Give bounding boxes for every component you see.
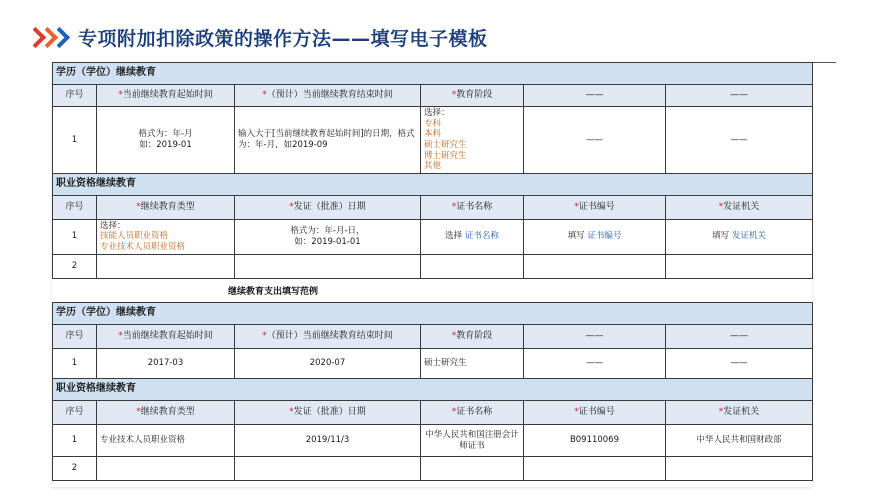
col-header-authority: *发证机关 (666, 401, 813, 425)
col-header-blank-6: —— (666, 325, 813, 349)
col-header-blank-5: —— (524, 85, 666, 107)
cell-cert-number-hint[interactable]: 填写 证书编号 (524, 219, 666, 254)
row-no: 2 (53, 457, 97, 481)
col-header-no: 序号 (53, 325, 97, 349)
cell-end-hint[interactable]: 输入大于[当前继续教育起始时间]的日期，格式为：年-月，如2019-09 (235, 107, 421, 174)
stage-option: 硕士研究生 (424, 139, 467, 150)
cell-stage-options[interactable] (421, 107, 524, 174)
empty-cell[interactable] (235, 254, 421, 278)
col-header-start: *当前继续教育起始时间 (97, 325, 235, 349)
empty-cell[interactable] (524, 254, 666, 278)
stage-option: 本科 (424, 129, 442, 140)
cell-blank-5: —— (524, 107, 666, 174)
cell-date[interactable]: 2019/11/3 (235, 425, 421, 457)
empty-cell[interactable] (97, 457, 235, 481)
empty-cell[interactable] (666, 254, 813, 278)
col-header-end: *（预计）当前继续教育结束时间 (235, 85, 421, 107)
col-header-cert-number: *证书编号 (524, 401, 666, 425)
cell-authority[interactable]: 中华人民共和国财政部 (666, 425, 813, 457)
col-header-type: *继续教育类型 (97, 401, 235, 425)
cell-cert-name-hint[interactable]: 选择 证书名称 (421, 219, 524, 254)
col-header-stage: *教育阶段 (421, 325, 524, 349)
cell-blank-5: —— (524, 349, 666, 379)
cell-start-hint[interactable]: 格式为：年-月 如：2019-01 (97, 107, 235, 174)
cell-blank-6: —— (666, 349, 813, 379)
cell-blank-6: —— (666, 107, 813, 174)
cell-start[interactable]: 2017-03 (97, 349, 235, 379)
empty-cell[interactable] (421, 457, 524, 481)
cell-cert-number[interactable]: B09110069 (524, 425, 666, 457)
stage-option: 专科 (424, 118, 442, 129)
col-header-no: 序号 (53, 401, 97, 425)
row-no: 2 (53, 254, 97, 278)
col-header-type: *继续教育类型 (97, 195, 235, 219)
section-title-edu: 学历（学位）继续教育 (53, 303, 813, 325)
type-option: 专业技术人员职业资格 (100, 242, 186, 252)
row-no: 1 (53, 349, 97, 379)
col-header-no: 序号 (53, 85, 97, 107)
row-no: 1 (53, 219, 97, 254)
section-title-voc: 职业资格继续教育 (53, 379, 813, 401)
type-option: 技能人员职业资格 (100, 231, 169, 242)
type-prompt: 选择： (100, 220, 126, 231)
cell-authority-hint[interactable]: 填写 发证机关 (666, 219, 813, 254)
template-table (52, 62, 813, 279)
empty-cell[interactable] (666, 457, 813, 481)
empty-cell[interactable] (524, 457, 666, 481)
stage-option: 博士研究生 (424, 150, 467, 161)
col-header-cert-name: *证书名称 (421, 195, 524, 219)
stage-option: 其他 (424, 161, 442, 172)
col-header-end: *（预计）当前继续教育结束时间 (235, 325, 421, 349)
title-divider (812, 62, 836, 63)
col-header-start: *当前继续教育起始时间 (97, 85, 235, 107)
spreadsheet-area (52, 62, 812, 487)
col-header-blank-5: —— (524, 325, 666, 349)
example-caption: 继续教育支出填写范例 (228, 287, 319, 297)
section-title-edu: 学历（学位）继续教育 (53, 63, 813, 85)
col-header-cert-number: *证书编号 (524, 195, 666, 219)
empty-cell[interactable] (421, 254, 524, 278)
col-header-blank-6: —— (666, 85, 813, 107)
col-header-no: 序号 (53, 195, 97, 219)
col-header-date: *发证（批准）日期 (235, 401, 421, 425)
empty-cell[interactable] (235, 457, 421, 481)
stage-prompt: 选择： (424, 108, 450, 118)
cell-type[interactable]: 专业技术人员职业资格 (97, 425, 235, 457)
col-header-stage: *教育阶段 (421, 85, 524, 107)
row-no: 1 (53, 425, 97, 457)
section-title-voc: 职业资格继续教育 (53, 173, 813, 195)
cell-date-hint[interactable]: 格式为：年-月-日， 如：2019-01-01 (235, 219, 421, 254)
example-table (52, 302, 813, 481)
cell-end[interactable]: 2020-07 (235, 349, 421, 379)
slide-header (0, 0, 889, 64)
page-title: 专项附加扣除政策的操作方法——填写电子模板 (78, 28, 488, 50)
cell-cert-name[interactable]: 中华人民共和国注册会计师证书 (421, 425, 524, 457)
col-header-cert-name: *证书名称 (421, 401, 524, 425)
cell-type-options[interactable] (97, 219, 235, 254)
col-header-date: *发证（批准）日期 (235, 195, 421, 219)
col-header-authority: *发证机关 (666, 195, 813, 219)
row-no: 1 (53, 107, 97, 174)
empty-cell[interactable] (97, 254, 235, 278)
cell-stage[interactable]: 硕士研究生 (421, 349, 524, 379)
